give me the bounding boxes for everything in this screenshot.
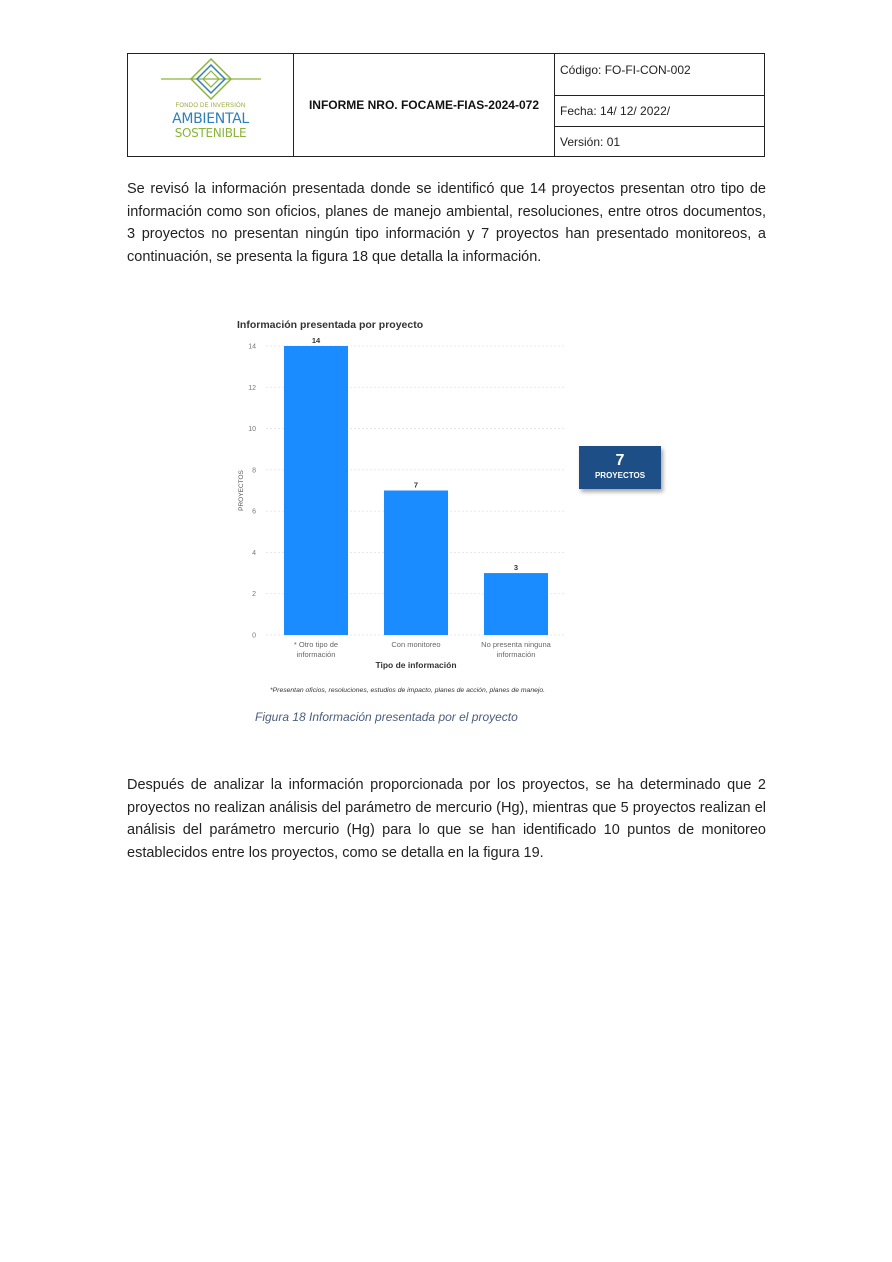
- logo: [128, 54, 294, 156]
- logo-diamond-icon: [128, 54, 293, 109]
- paragraph-2: Después de analizar la información proporcionada por los proyectos, se ha determinado que 2 proyectos no realizan análisis del parámetro de mercurio (Hg), mientras que 5 proyectos realizan el análisis del parámetro mercurio (Hg) para lo que se han identificado 10 puntos de monitoreo establecidos entre los proyectos, como se detalla en la figura 19.: [127, 777, 766, 861]
- document-code: Código: FO-FI-CON-002: [555, 54, 764, 96]
- badge-number: 7: [615, 452, 625, 469]
- data-label: 3: [513, 563, 519, 573]
- report-title: INFORME NRO. FOCAME-FIAS-2024-072: [294, 54, 555, 156]
- chart-title: Información presentada por proyecto: [237, 319, 424, 331]
- y-tick-label: 8: [252, 467, 256, 475]
- logo-line-1: FONDO DE INVERSIÓN: [175, 103, 246, 109]
- y-tick-label: 2: [252, 591, 256, 599]
- y-tick-label: 6: [252, 508, 256, 516]
- bar: [284, 346, 348, 635]
- y-tick-label: 0: [252, 632, 256, 640]
- logo-line-2: AMBIENTAL: [172, 111, 249, 127]
- y-axis-label: PROYECTOS: [238, 470, 245, 511]
- logo-line-3: SOSTENIBLE: [174, 126, 247, 140]
- document-date: Fecha: 14/ 12/ 2022/: [555, 96, 764, 127]
- paragraph-1: Se revisó la información presentada donde se identificó que 14 proyectos presentan otro tipo de información como son oficios, planes de manejo ambiental, resoluciones, entre otros documentos, 3 proyectos no presentan ningún tipo información y 7 proyectos han presentado monitoreos, a continuación, se presenta la figura 18 que detalla la información.: [127, 181, 766, 265]
- data-label: 14: [311, 336, 321, 345]
- chart-footnote: *Presentan oficios, resoluciones, estudios de impacto, planes de acción, planes de manejo.: [270, 687, 546, 694]
- x-tick-label: información: [496, 650, 536, 659]
- x-axis-label: Tipo de información: [375, 660, 457, 670]
- figure-caption: Figura 18 Información presentada por el proyecto: [255, 710, 518, 724]
- badge-label: PROYECTOS: [594, 471, 646, 480]
- x-tick-label: información: [296, 650, 336, 659]
- bar: [384, 491, 448, 636]
- x-tick-label: * Otro tipo de: [293, 640, 339, 649]
- y-tick-label: 12: [248, 384, 256, 392]
- data-label: 7: [413, 480, 419, 490]
- bar-chart: [234, 313, 674, 698]
- bar: [484, 573, 548, 635]
- document-version: Versión: 01: [560, 134, 621, 149]
- projects-badge: [579, 446, 661, 489]
- x-tick-label: No presenta ninguna: [481, 640, 551, 649]
- y-tick-label: 14: [248, 343, 256, 351]
- document-meta: [555, 54, 764, 156]
- y-tick-label: 4: [252, 549, 256, 557]
- y-tick-label: 10: [248, 426, 256, 434]
- x-tick-label: Con monitoreo: [391, 640, 441, 649]
- document-header: [127, 53, 765, 157]
